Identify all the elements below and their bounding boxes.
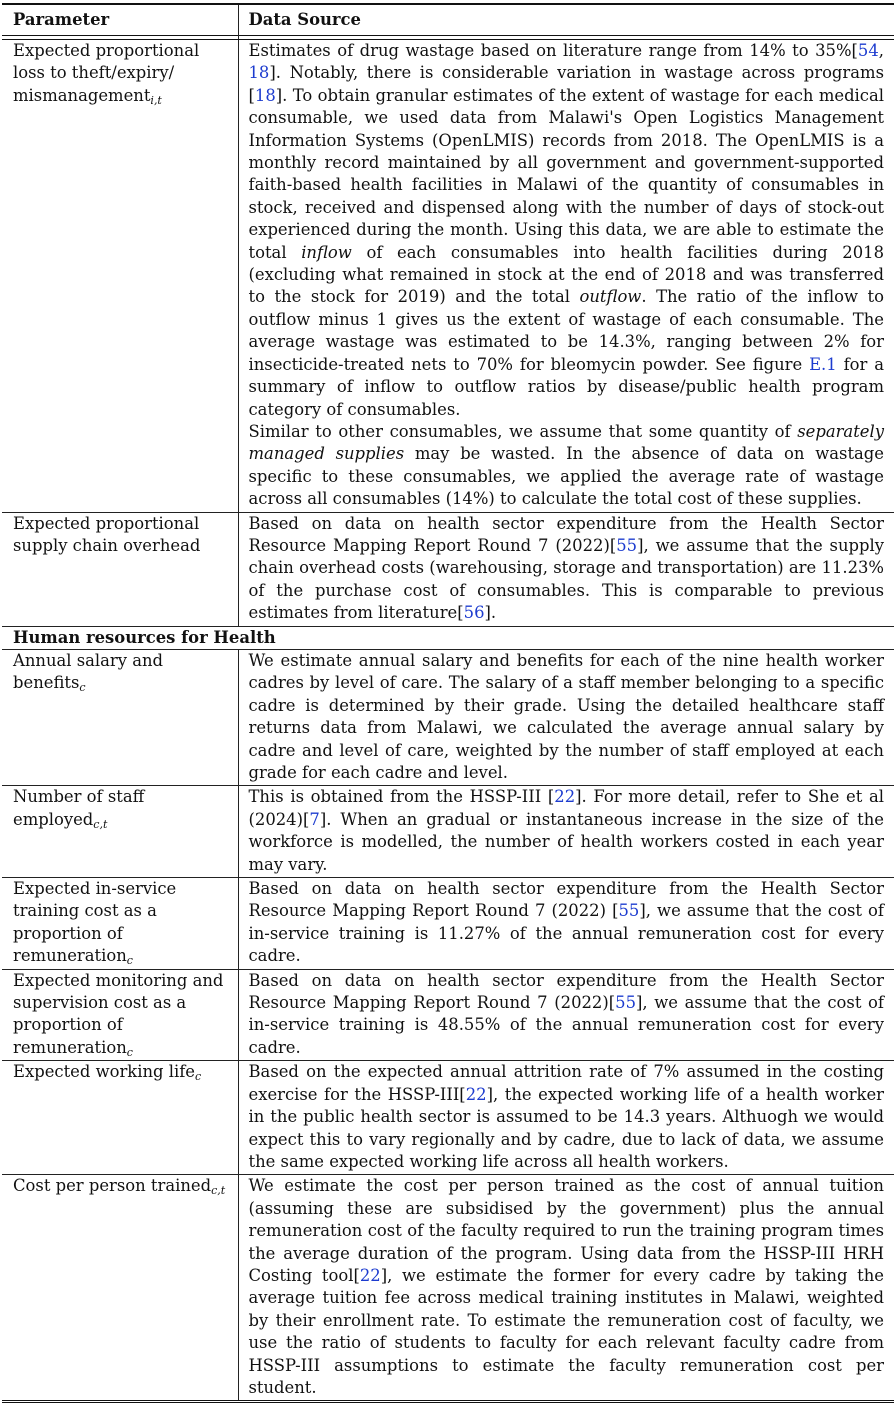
citation-link[interactable]: 22	[554, 787, 576, 807]
param-monitoring: Expected monitoring and supervision cost as a proportion of remuneration$_c$	[2, 969, 238, 1061]
source-monitoring: Based on data on health sector expenditure from the Health Sector Resource Mapping Report Round 7 (2022)[55], we assume that the cost of in-service training is 48.55% of the annual remuneration cost for every cadre.	[238, 969, 894, 1061]
source-wastage: Estimates of drug wastage based on literature range from 14% to 35%[54, 18]. Notably, there is considerable variation in wastage across programs [18]. To obtain granular estimates of the extent of wastage for each medical consumable, we used data from Malawi's Open Logistics Management Information Systems (OpenLMIS) records from 2018. The OpenLMIS is a monthly record maintained by all government and government-supported faith-based health facilities in Malawi of the quantity of consumables in stock, received and dispensed along with the number of days of stock-out experienced during the month. Using this data, we are able to estimate the total inflow of each consumables into health facilities during 2018 (excluding what remained in stock at the end of 2018 and was transferred to the stock for 2019) and the total outflow. The ratio of the inflow to outflow minus 1 gives us the extent of wastage of each consumable. The average wastage was estimated to be 14.3%, ranging between 2% for insecticide-treated nets to 70% for bleomycin powder. See figure E.1 for a summary of inflow to outflow ratios by disease/public health program category of consumables. Similar to other consumables, we assume that some quantity of separately managed supplies may be wasted. In the absence of data on wastage specific to these consumables, we applied the average rate of wastage across all consumables (14%) to calculate the total cost of these supplies.	[238, 40, 894, 513]
figure-link[interactable]: E.1	[809, 354, 837, 374]
header-parameter: Parameter	[13, 10, 110, 29]
param-cost-trained: Cost per person trained$_{c,t}$	[2, 1175, 238, 1402]
citation-link[interactable]: 18	[248, 63, 270, 83]
table-header-row	[2, 4, 894, 36]
source-cost-trained: We estimate the cost per person trained as the cost of annual tuition (assuming these are subsidised by the government) plus the annual remuneration cost of the faculty required to run the training program times the average duration of the program. Using data from the HSSP-III HRH Costing tool[22], we estimate the former for every cadre by taking the average tuition fee across medical training institutes in Malawi, weighted by their enrollment rate. To estimate the remuneration cost of faculty, we use the ratio of students to faculty for each relevant faculty cadre from HSSP-III assumptions to estimate the faculty remuneration cost per student.	[238, 1175, 894, 1402]
source-salary: We estimate annual salary and benefits for each of the nine health worker cadres by level of care. The salary of a staff member belonging to a specific cadre is determined by their grade. Using the detailed healthcare staff returns data from Malawi, we calculated the average annual salary by cadre and level of care, weighted by the number of staff employed at each grade for each cadre and level.	[238, 649, 894, 785]
header-data-source: Data Source	[238, 4, 894, 36]
source-working-life: Based on the expected annual attrition rate of 7% assumed in the costing exercise for the HSSP-III[22], the expected working life of a health worker in the public health sector is assumed to be 14.3 years. Althuogh we would expect this to vary regionally and by cadre, due to lack of data, we assume the same expected working life across all health workers.	[238, 1061, 894, 1175]
citation-link[interactable]: 22	[359, 1265, 381, 1285]
table-row	[2, 40, 894, 513]
source-staff: This is obtained from the HSSP-III [22]. For more detail, refer to She et al (2024)[7]. When an gradual or instantaneous increase in the size of the workforce is modelled, the number of health workers costed in each year may vary.	[238, 786, 894, 878]
table-row	[2, 1061, 894, 1175]
parameters-table	[2, 3, 894, 1403]
param-overhead: Expected proportional supply chain overhead	[2, 512, 238, 626]
citation-link[interactable]: 56	[463, 603, 485, 623]
citation-link[interactable]: 7	[309, 809, 320, 829]
citation-link[interactable]: 55	[618, 901, 640, 921]
table-row	[2, 512, 894, 626]
param-training: Expected in-service training cost as a proportion of remuneration$_c$	[2, 878, 238, 970]
param-salary: Annual salary and benefits$_c$	[2, 649, 238, 785]
param-working-life: Expected working life$_c$	[2, 1061, 238, 1175]
section-title: Human resources for Health	[2, 626, 894, 649]
citation-link[interactable]: 55	[615, 993, 637, 1013]
citation-link[interactable]: 22	[465, 1084, 487, 1104]
param-staff: Number of staff employed$_{c,t}$	[2, 786, 238, 878]
table-row	[2, 969, 894, 1061]
citation-link[interactable]: 18	[254, 85, 276, 105]
citation-link[interactable]: 55	[616, 535, 638, 555]
section-header-row	[2, 626, 894, 649]
source-training: Based on data on health sector expenditure from the Health Sector Resource Mapping Report Round 7 (2022) [55], we assume that the cost of in-service training is 11.27% of the annual remuneration cost for every cadre.	[238, 878, 894, 970]
param-wastage: Expected proportional loss to theft/expiry/ mismanagement$_{i,t}$	[2, 40, 238, 513]
source-overhead: Based on data on health sector expenditure from the Health Sector Resource Mapping Report Round 7 (2022)[55], we assume that the supply chain overhead costs (warehousing, storage and transportation) are 11.23% of the purchase cost of consumables. This is comparable to previous estimates from literature[56].	[238, 512, 894, 626]
citation-link[interactable]: 54	[857, 41, 879, 60]
table-row	[2, 649, 894, 785]
table-row	[2, 786, 894, 878]
table-row	[2, 878, 894, 970]
table-row	[2, 1175, 894, 1402]
